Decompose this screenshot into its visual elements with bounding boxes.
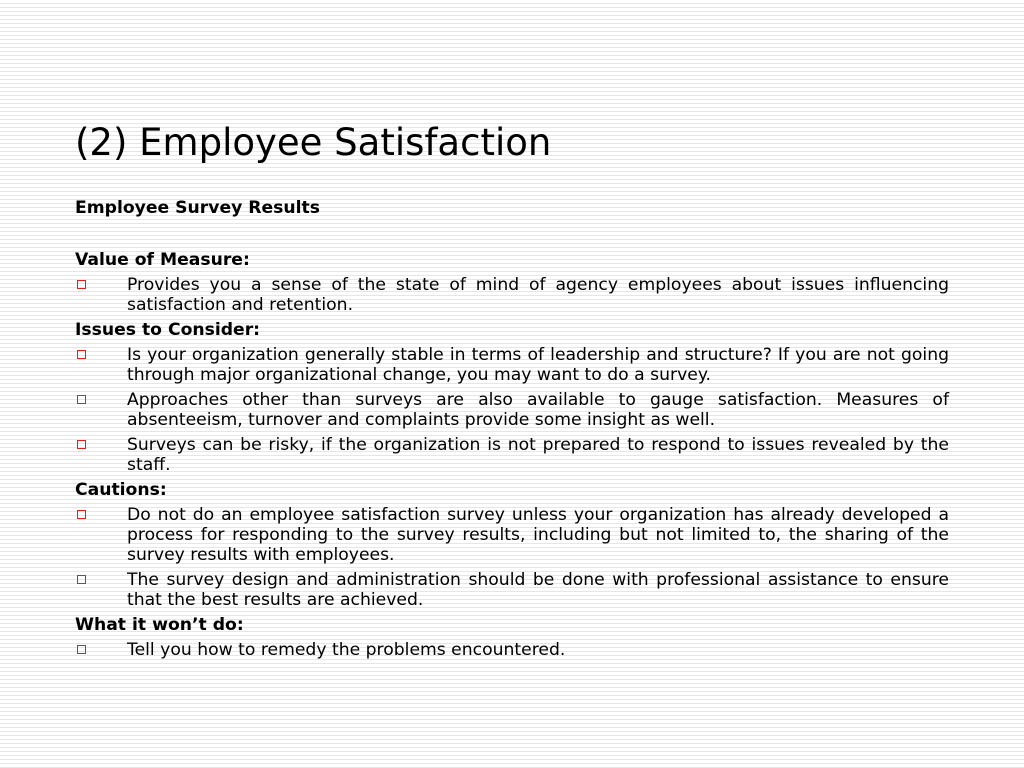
slide-content xyxy=(75,198,949,665)
square-bullet-icon xyxy=(77,575,86,584)
square-bullet-icon xyxy=(77,350,86,359)
square-bullet-icon xyxy=(77,280,86,289)
bullet-item xyxy=(75,570,949,610)
section-heading-value-of-measure: Value of Measure: xyxy=(75,250,250,270)
square-bullet-icon xyxy=(77,645,86,654)
bullet-item xyxy=(75,390,949,430)
section-heading-cautions: Cautions: xyxy=(75,480,167,500)
bullet-text: Do not do an employee satisfaction survey unless your organization has already developed a process for responding to the survey results, including but not limited to, the sharing of the survey results with employees. xyxy=(127,505,949,565)
bullet-item xyxy=(75,345,949,385)
slide-subtitle: Employee Survey Results xyxy=(75,198,320,218)
square-bullet-icon xyxy=(77,440,86,449)
bullet-text: Tell you how to remedy the problems encountered. xyxy=(127,640,566,660)
bullet-item xyxy=(75,505,949,565)
bullet-item xyxy=(75,640,949,660)
bullet-text: The survey design and administration should be done with professional assistance to ensure that the best results are achieved. xyxy=(127,570,949,610)
section-heading-issues-to-consider: Issues to Consider: xyxy=(75,320,261,340)
square-bullet-icon xyxy=(77,395,86,404)
bullet-text: Surveys can be risky, if the organization is not prepared to respond to issues revealed by the staff. xyxy=(127,435,949,475)
bullet-item xyxy=(75,435,949,475)
bullet-text: Provides you a sense of the state of mind of agency employees about issues influencing satisfaction and retention. xyxy=(127,275,949,315)
slide-title: (2) Employee Satisfaction xyxy=(75,121,552,164)
bullet-text: Approaches other than surveys are also available to gauge satisfaction. Measures of absenteeism, turnover and complaints provide some insight as well. xyxy=(127,390,949,430)
bullet-text: Is your organization generally stable in terms of leadership and structure? If you are not going through major organizational change, you may want to do a survey. xyxy=(127,345,949,385)
bullet-item xyxy=(75,275,949,315)
square-bullet-icon xyxy=(77,510,86,519)
section-heading-what-it-wont-do: What it won’t do: xyxy=(75,615,244,635)
